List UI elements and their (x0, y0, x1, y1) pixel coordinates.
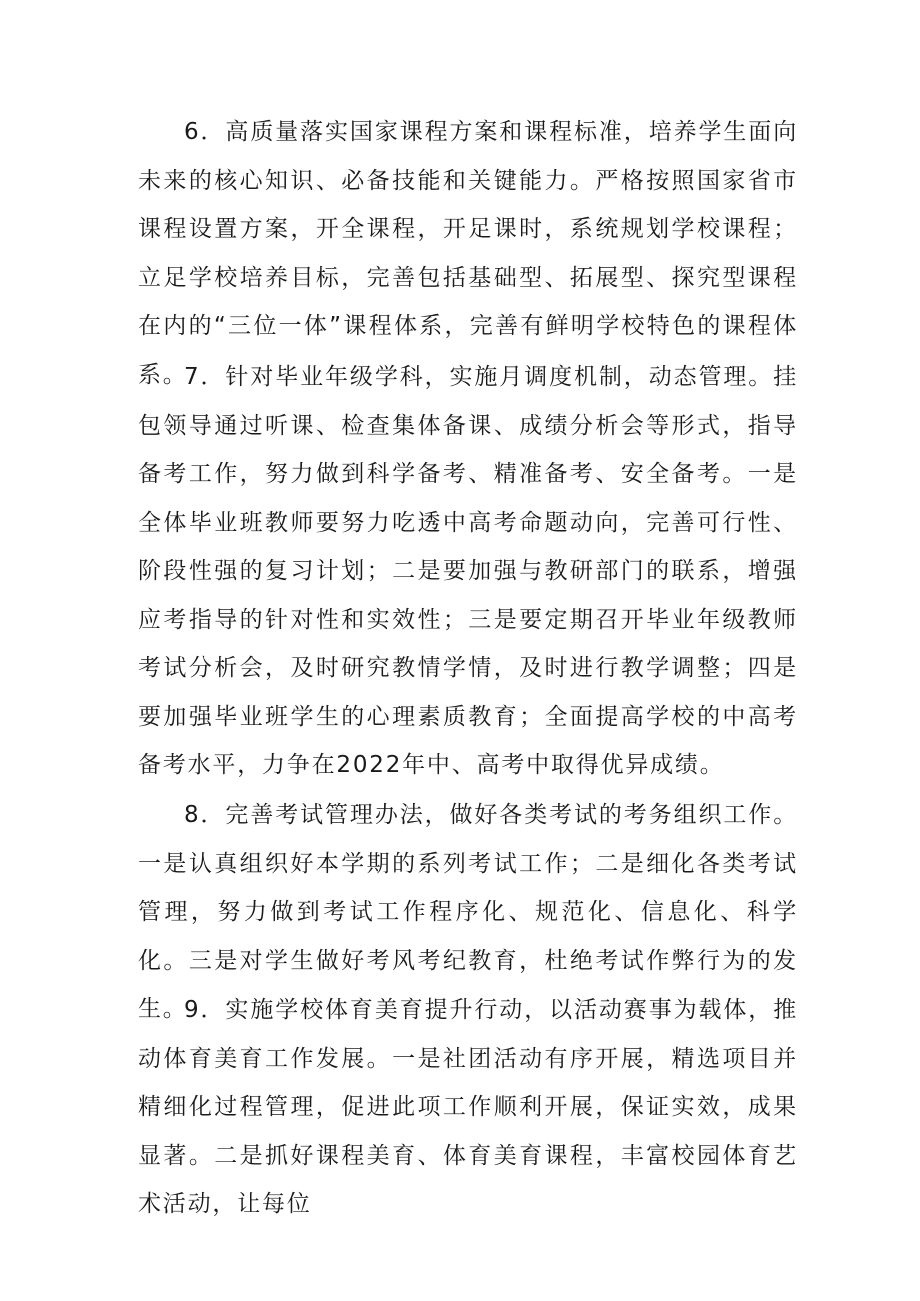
paragraph-9: 9．实施学校体育美育提升行动，以活动赛事为载体，推动体育美育工作发展。一是社团活动有序开展，精选项目并精细化过程管理，促进此项工作顺利开展，保证实效，成果显著。二是抓好课程美育、体育美育课程，丰富校园体育艺术活动，让每位 (138, 997, 798, 1217)
paragraph-6: 6．高质量落实国家课程方案和课程标准，培养学生面向未来的核心知识、必备技能和关键能力。严格按照国家省市课程设置方案，开全课程，开足课时，系统规划学校课程；立足学校培养目标，完善包括基础型、拓展型、探究型课程在内的“三位一体”课程体系，完善有鲜明学校特色的课程体系。 (138, 119, 798, 388)
paragraph-7: 7．针对毕业年级学科，实施月调度机制，动态管理。挂包领导通过听课、检查集体备课、成绩分析会等形式，指导备考工作，努力做到科学备考、精准备考、安全备考。一是全体毕业班教师要努力吃透中高考命题动向，完善可行性、阶段性强的复习计划；二是要加强与教研部门的联系，增强应考指导的针对性和实效性；三是要定期召开毕业年级教师考试分析会，及时研究教情学情，及时进行教学调整；四是要加强毕业班学生的心理素质教育；全面提高学校的中高考备考水平，力争在2022年中、高考中取得优异成绩。 (138, 364, 798, 778)
paragraph-8: 8．完善考试管理办法，做好各类考试的考务组织工作。一是认真组织好本学期的系列考试工作；二是细化各类考试管理，努力做到考试工作程序化、规范化、信息化、科学化。三是对学生做好考风考纪教育，杜绝考试作弊行为的发生。 (138, 802, 798, 1022)
